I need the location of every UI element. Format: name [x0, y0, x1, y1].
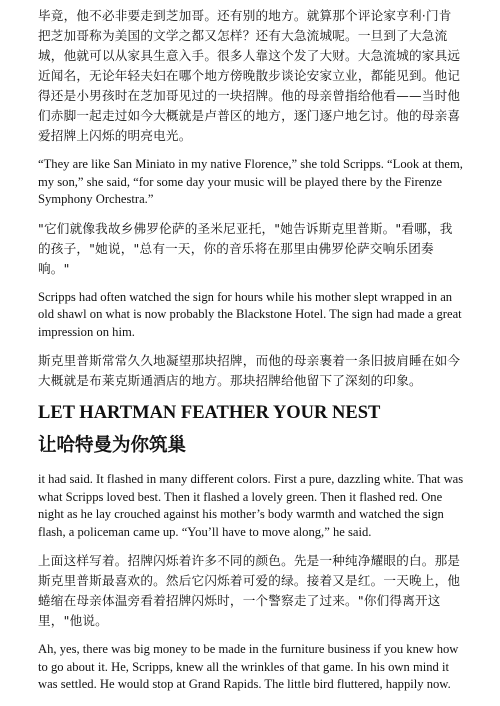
sign-heading-en: LET HARTMAN FEATHER YOUR NEST: [38, 403, 381, 423]
paragraph-en-8: Ah, yes, there was big money to be made in the furniture business if you knew how to go about it. He, Scripps, knew all the wrinkles of that game. In his own mind it was settled. He would stop at Grand Rapids. The little bird fluttered, happily now.: [38, 642, 459, 691]
paragraph-zh-5: 斯克里普斯常常久久地凝望那块招牌，而他的母亲裹着一条旧披肩睡在如今大概就是布莱克斯通酒店的地方。那块招牌给他留下了深刻的印象。: [38, 353, 461, 388]
paragraph-en-6: it had said. It flashed in many different colors. First a pure, dazzling white. That was what Scripps loved best. Then it flashed a lovely green. Then it flashed red. One night as he lay crouched against his mother’s body warmth and watched the sign flash, a policeman came up. “You’ll have to move along,” he said.: [38, 472, 464, 539]
paragraph-zh-7: 上面这样写着。招牌闪烁着许多不同的颜色。先是一种纯净耀眼的白。那是斯克里普斯最喜欢的。然后它闪烁着可爱的绿。接着又是红。一天晚上，他蜷缩在母亲体温旁看着招牌闪烁时，一个警察走了过来。"你们得离开这里，"他说。: [38, 553, 461, 628]
sign-heading-zh: 让哈特曼为你筑巢: [38, 435, 187, 456]
document-page: [38, 6, 464, 704]
paragraph-en-4: Scripps had often watched the sign for hours while his mother slept wrapped in an old shawl on what is now probably the Blackstone Hotel. The sign had made a great impression on him.: [38, 289, 462, 339]
paragraph-zh-3: "它们就像我故乡佛罗伦萨的圣米尼亚托，"她告诉斯克里普斯。"看哪，我的孩子，"她说，"总有一天，你的音乐将在那里由佛罗伦萨交响乐团奏响。": [38, 220, 453, 276]
paragraph-zh-1: 毕竟，他不必非要走到芝加哥。还有别的地方。就算那个评论家亨利·门肯把芝加哥称为美国的文学之都又怎样？还有大急流城呢。一旦到了大急流城，他就可以从家具生意入手。很多人靠这个发了大财。大急流城的家具远近闻名，无论年轻夫妇在哪个地方傍晚散步谈论安家立业，都能见到。他记得还是小男孩时在芝加哥见过的一块招牌。他的母亲曾指给他看——当时他们赤脚一起走过如今大概就是卢普区的地方，逐门逐户地乞讨。他的母亲喜爱招牌上闪烁的明亮电光。: [38, 8, 461, 143]
paragraph-en-2: “They are like San Miniato in my native Florence,” she told Scripps. “Look at them, my son,” she said, “for some day your music will be played there by the Firenze Symphony Orchestra.”: [38, 157, 463, 206]
